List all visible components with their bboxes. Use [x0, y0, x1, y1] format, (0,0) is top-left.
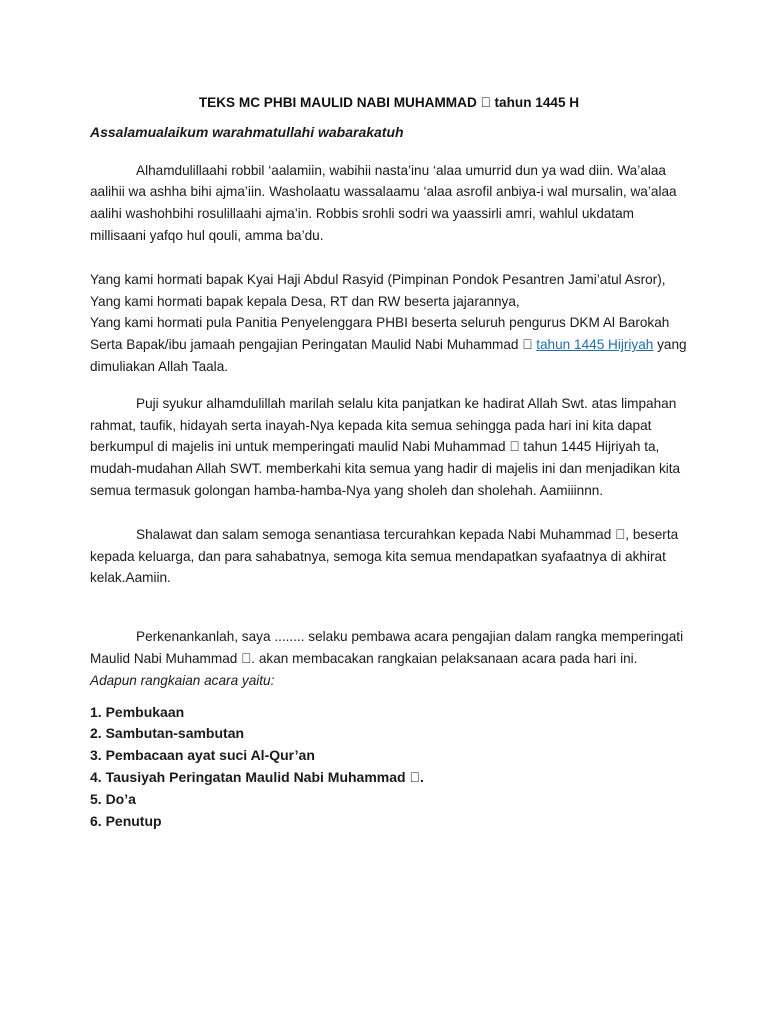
- agenda-list: [90, 702, 688, 833]
- honorific-line: Yang kami hormati bapak kepala Desa, RT dan RW beserta jajarannya,: [90, 293, 520, 309]
- hijriyah-link[interactable]: tahun 1445 Hijriyah: [536, 337, 654, 353]
- honorific-text-end: yang dimuliakan Allah Taala.: [90, 337, 687, 374]
- shalawat-paragraph: Shalawat dan salam semoga senantiasa tercurahkan kepada Nabi Muhammad  , beserta kepada keluarga, dan para sahabatnya, semoga kita semua mendapatkan syafaatnya di akhirat kelak.Aamiin.: [90, 526, 679, 586]
- agenda-item: 5. Do’a: [90, 790, 136, 807]
- agenda-intro: Adapun rangkaian acara yaitu:: [90, 672, 275, 688]
- opening-paragraph: Alhamdulillaahi robbil ‘aalamiin, wabihii nasta’inu ‘alaa umurrid dun ya wad diin. Wa’alaa aalihii wa ashha bihi ajma’iin. Washolaatu wassalaamu ‘alaa asrofil anbiya-i wal mursalin, wa’alaa aalihi washohbihi rosulillaahi ajma’in. Robbis srohli sodri wa yaassirli amri, wahlul ukdatam millisaani yafqo hul qouli, amma ba’du.: [90, 162, 677, 243]
- greeting: Assalamualaikum warahmatullahi wabarakatuh: [90, 123, 404, 140]
- honorific-text: Serta Bapak/ibu jamaah pengajian Peringatan Maulid Nabi Muhammad  : [90, 337, 537, 353]
- agenda-item: 6. Penutup: [90, 812, 162, 829]
- gratitude-paragraph: Puji syukur alhamdulillah marilah selalu kita panjatkan ke hadirat Allah Swt. atas limpahan rahmat, taufik, hidayah serta inayah-Nya kepada kita semua sehingga pada hari ini kita dapat berkumpul di majelis ini untuk memperingati maulid Nabi Muhammad   tahun 1445 Hijriyah ta, mudah-mudahan Allah SWT. memberkahi kita semua yang hadir di majelis ini dan menjadikan kita semua termasuk golongan hamba-hamba-Nya yang sholeh dan sholehah. Aamiiinnn.: [90, 395, 681, 498]
- honorific-line: Yang kami hormati pula Panitia Penyelenggara PHBI beserta seluruh pengurus DKM Al Barokah: [90, 315, 670, 331]
- honorific-line-last: [90, 334, 688, 378]
- honorific-line: Yang kami hormati bapak Kyai Haji Abdul Rasyid (Pimpinan Pondok Pesantren Jami’atul Asror),: [90, 271, 666, 287]
- introduction-paragraph: Perkenankanlah, saya ........ selaku pembawa acara pengajian dalam rangka memperingati Maulid Nabi Muhammad  . akan membacakan rangkaian pelaksanaan acara pada hari ini.: [90, 629, 684, 666]
- agenda-item: 3. Pembacaan ayat suci Al-Qur’an: [90, 747, 315, 764]
- agenda-item: 2. Sambutan-sambutan: [90, 725, 245, 742]
- agenda-item: 1. Pembukaan: [90, 703, 185, 720]
- agenda-item: 4. Tausiyah Peringatan Maulid Nabi Muhammad  .: [90, 768, 424, 785]
- document-title: TEKS MC PHBI MAULID NABI MUHAMMAD   tahun 1445 H: [198, 95, 580, 110]
